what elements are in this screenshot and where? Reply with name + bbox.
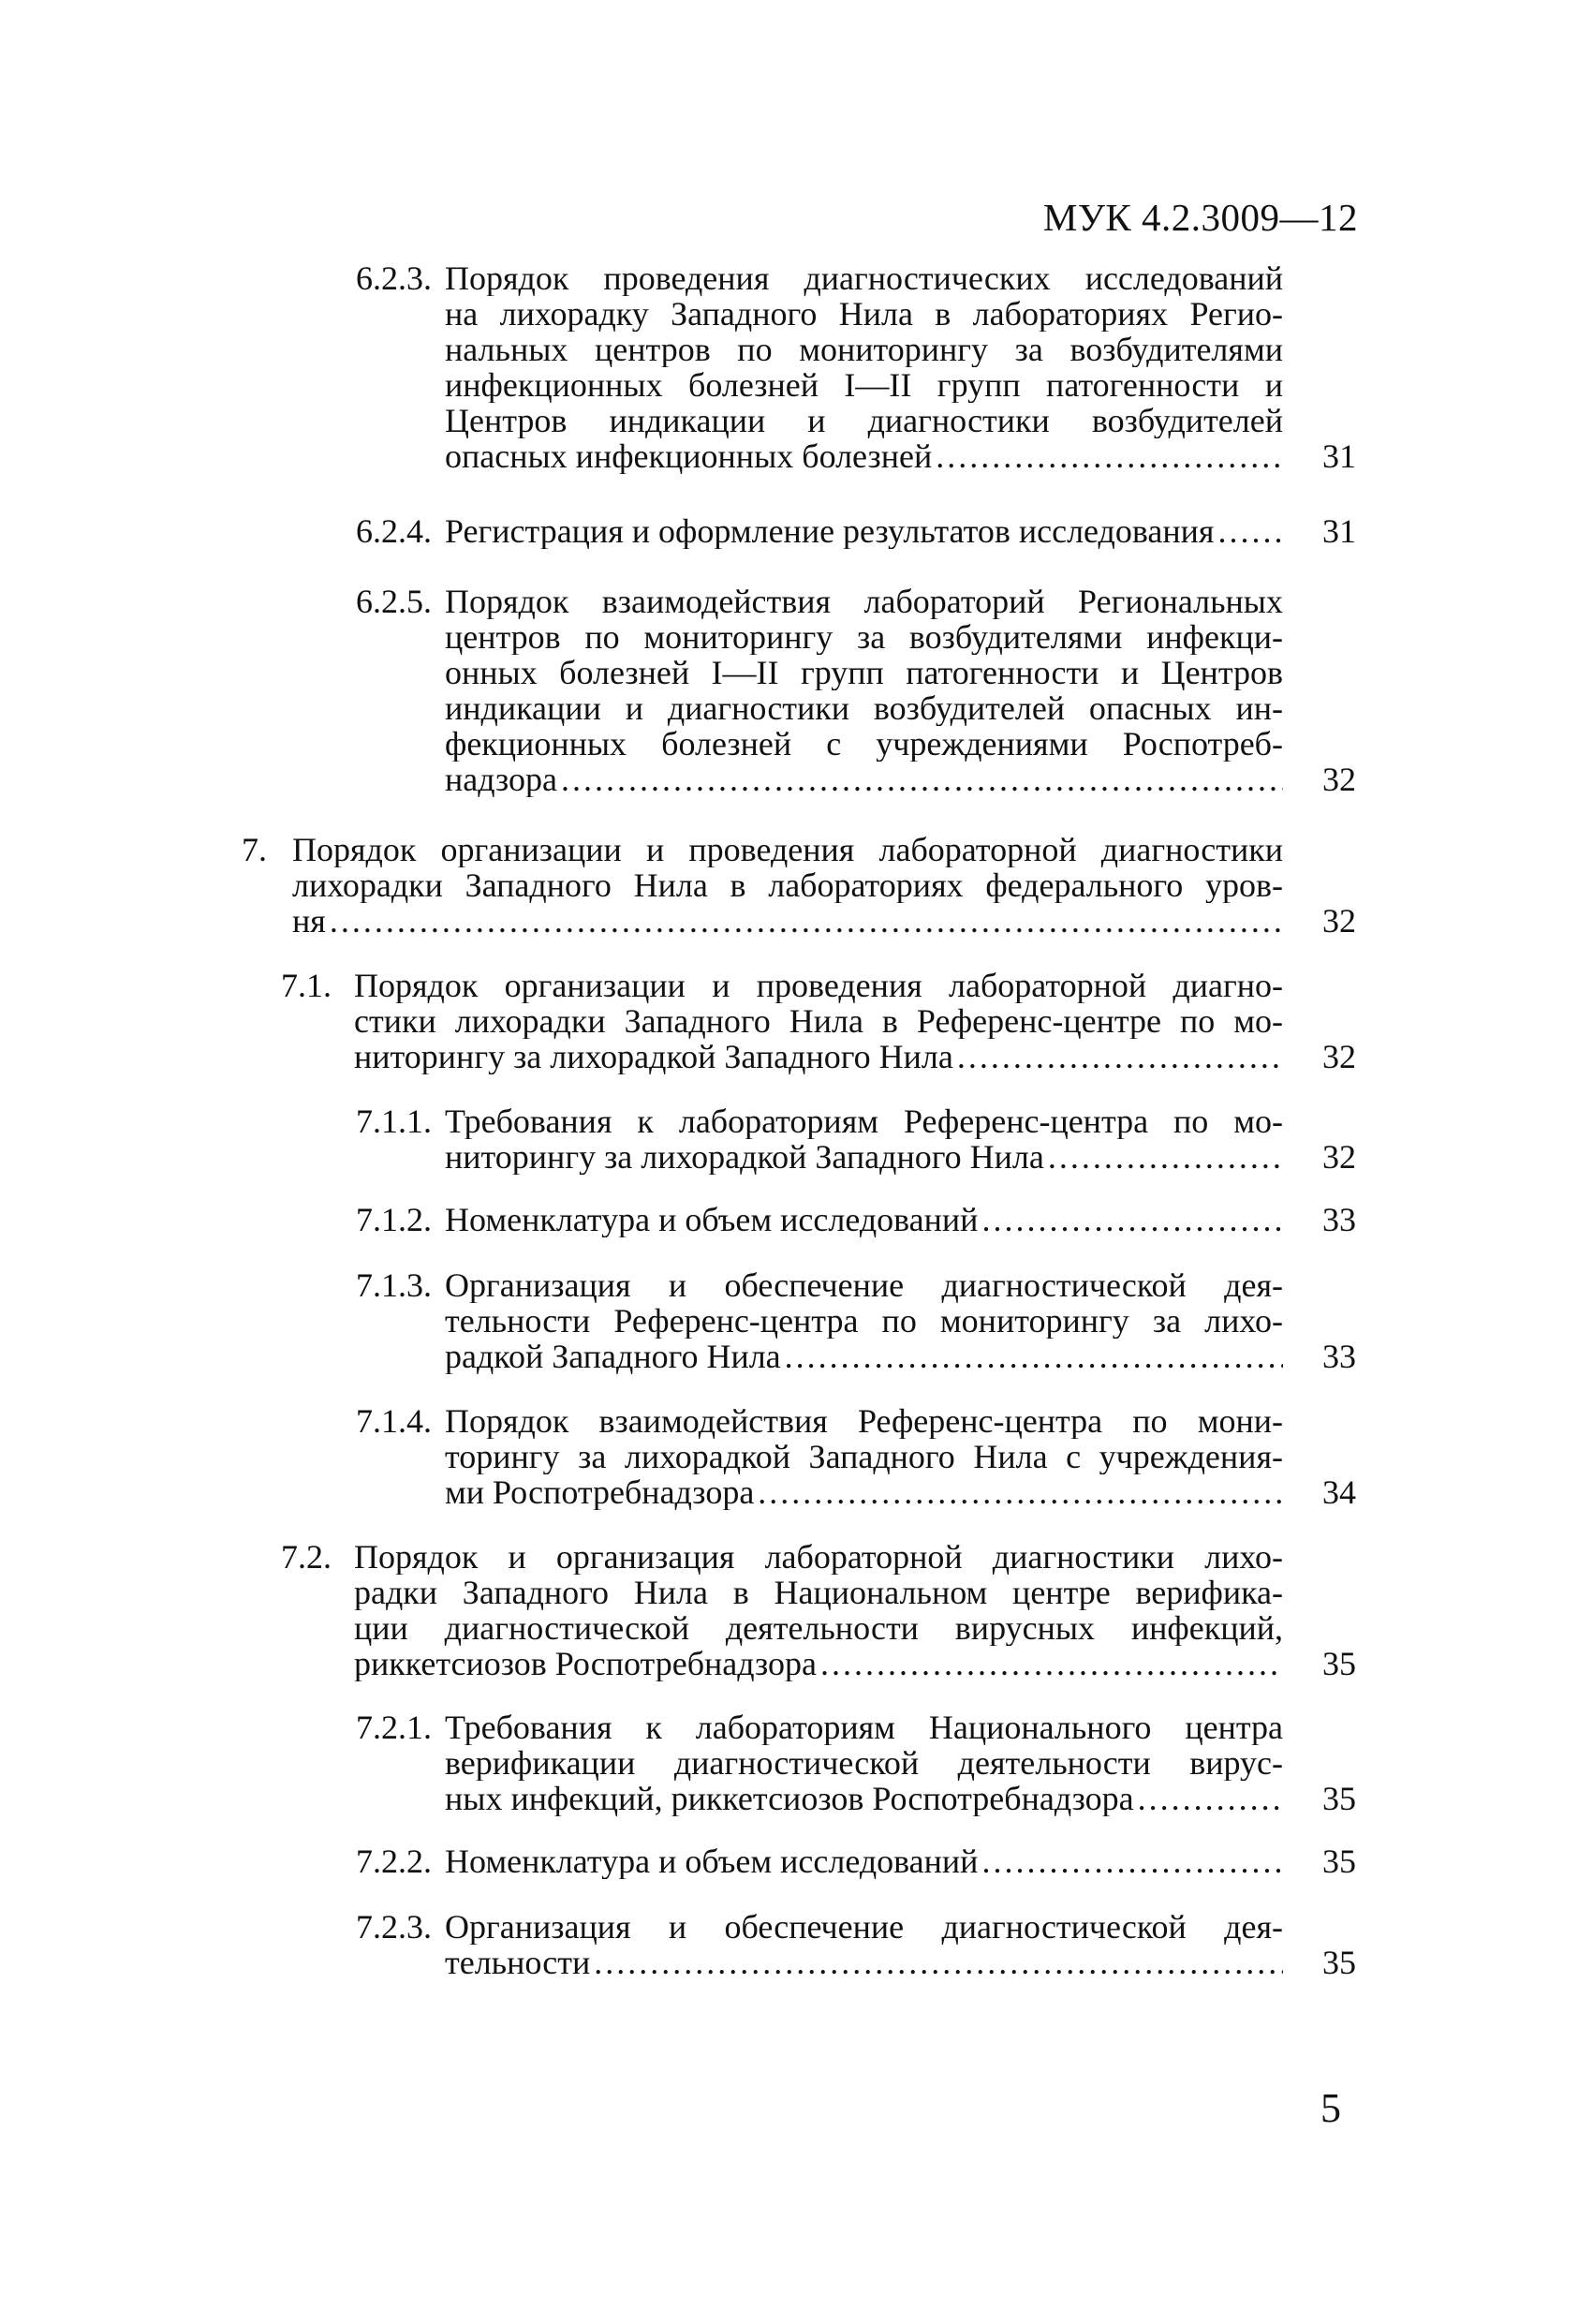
dot-leader <box>820 1646 1283 1681</box>
document-code: МУК 4.2.3009—12 <box>1042 196 1358 239</box>
dot-leader <box>1048 1139 1283 1175</box>
toc-entry-line: Порядок взаимодействия Референс-центра по мони- <box>445 1403 1283 1439</box>
toc-entry-line: Требования к лабораториям Референс-центра по мо- <box>445 1103 1283 1139</box>
toc-entry-page: 35 <box>1322 1645 1356 1682</box>
toc-entry-line: индикации и диагностики возбудителей опасных ин- <box>445 690 1283 726</box>
toc-entry-number: 7.1. <box>281 967 332 1004</box>
toc-entry-last-line <box>445 762 1283 797</box>
toc-entry-title <box>445 513 1283 549</box>
toc-entry-page: 31 <box>1322 512 1356 550</box>
toc-entry-line: ниторингу за лихорадкой Западного Нила <box>445 1139 1044 1175</box>
toc-entry-line: ми Роспотребнадзора <box>445 1474 755 1510</box>
toc-entry-line: Номенклатура и объем исследований <box>445 1202 979 1237</box>
toc-entry-page: 33 <box>1322 1338 1356 1375</box>
toc-entry-line: радкой Западного Нила <box>445 1339 781 1374</box>
toc-entry-line: опасных инфекционных болезней <box>445 438 933 474</box>
toc-entry-line: Организация и обеспечение диагностической дея- <box>445 1909 1283 1945</box>
toc-entry-line: тельности <box>445 1945 591 1980</box>
dot-leader <box>1217 513 1283 549</box>
toc-entry-last-line <box>445 438 1283 474</box>
toc-entry-number: 7.2. <box>281 1538 332 1576</box>
toc-entry-line: Порядок взаимодействия лабораторий Региональных <box>445 584 1283 619</box>
dot-leader <box>981 1843 1283 1879</box>
toc-entry-line: ниторингу за лихорадкой Западного Нила <box>354 1039 953 1074</box>
toc-entry-line: фекционных болезней с учреждениями Роспотреб- <box>445 726 1283 762</box>
toc-entry-last-line <box>354 1039 1283 1074</box>
toc-entry-title <box>292 832 1283 939</box>
toc-entry-number: 7.1.4. <box>356 1402 432 1440</box>
toc-entry-number: 7.1.1. <box>356 1103 432 1140</box>
toc-entry-number: 7. <box>242 831 267 868</box>
toc-entry-line: радки Западного Нила в Национальном центре верифика- <box>354 1575 1283 1610</box>
toc-entry-number: 6.2.5. <box>356 583 432 620</box>
toc-entry-line: Номенклатура и объем исследований <box>445 1843 979 1879</box>
page-number: 5 <box>1320 2085 1341 2131</box>
dot-leader <box>561 762 1283 797</box>
toc-entry-title <box>445 1267 1283 1374</box>
toc-entry-last-line <box>354 1646 1283 1681</box>
toc-entry-last-line <box>445 1202 1283 1237</box>
toc-entry-line: Порядок и организация лабораторной диагностики лихо- <box>354 1539 1283 1575</box>
toc-entry-number: 7.2.3. <box>356 1908 432 1946</box>
toc-entry-page: 32 <box>1322 1038 1356 1075</box>
toc-entry-line: лихорадки Западного Нила в лабораториях федерального уров- <box>292 867 1283 903</box>
toc-entry-line: тельности Референс-центра по мониторингу за лихо- <box>445 1303 1283 1339</box>
dot-leader <box>981 1202 1283 1237</box>
toc-entry-title <box>354 968 1283 1074</box>
toc-entry-line: ня <box>292 903 326 939</box>
toc-entry-line: онных болезней I—II групп патогенности и Центров <box>445 655 1283 690</box>
toc-entry-number: 7.2.1. <box>356 1709 432 1746</box>
toc-entry-title <box>445 1843 1283 1879</box>
toc-entry-line: нальных центров по мониторингу за возбудителями <box>445 332 1283 367</box>
toc-entry-last-line <box>292 903 1283 939</box>
toc-entry-title <box>445 584 1283 797</box>
toc-entry-number: 7.2.2. <box>356 1843 432 1880</box>
toc-entry-line: Регистрация и оформление результатов исследования <box>445 513 1215 549</box>
toc-entry-line: стики лихорадки Западного Нила в Референс-центре по мо- <box>354 1003 1283 1039</box>
toc-entry-number: 7.1.3. <box>356 1266 432 1304</box>
toc-entry-page: 33 <box>1322 1201 1356 1238</box>
toc-entry-page: 35 <box>1322 1843 1356 1880</box>
toc-entry-page: 32 <box>1322 1138 1356 1176</box>
toc-entry-number: 6.2.4. <box>356 512 432 550</box>
toc-entry-line: Порядок проведения диагностических исследований <box>445 260 1283 296</box>
toc-entry-line: надзора <box>445 762 557 797</box>
toc-entry-line: инфекционных болезней I—II групп патогенности и <box>445 367 1283 403</box>
toc-entry-line: на лихорадку Западного Нила в лабораториях Регио- <box>445 296 1283 332</box>
toc-entry-title <box>445 1202 1283 1237</box>
toc-entry-page: 35 <box>1322 1944 1356 1981</box>
toc-entry-last-line <box>445 1339 1283 1374</box>
toc-entry-page: 34 <box>1322 1473 1356 1511</box>
toc-entry-last-line <box>445 1843 1283 1879</box>
toc-entry-page: 32 <box>1322 902 1356 940</box>
toc-entry-title <box>445 1103 1283 1175</box>
dot-leader <box>330 903 1283 939</box>
toc-entry-line: центров по мониторингу за возбудителями инфекци- <box>445 619 1283 655</box>
toc-entry-title <box>445 1403 1283 1510</box>
toc-entry-line: Порядок организации и проведения лабораторной диагностики <box>292 832 1283 867</box>
toc-entry-page: 35 <box>1322 1780 1356 1817</box>
toc-entry-last-line <box>445 1781 1283 1816</box>
toc-entry-line: Организация и обеспечение диагностической дея- <box>445 1267 1283 1303</box>
dot-leader <box>1138 1781 1283 1816</box>
toc-entry-last-line <box>445 1474 1283 1510</box>
toc-entry-title <box>354 1539 1283 1681</box>
dot-leader <box>936 438 1283 474</box>
toc-entry-title <box>445 260 1283 474</box>
toc-entry-page: 32 <box>1322 761 1356 798</box>
toc-entry-last-line <box>445 1945 1283 1980</box>
toc-entry-line: Требования к лабораториям Национального центра <box>445 1710 1283 1745</box>
toc-entry-number: 7.1.2. <box>356 1201 432 1238</box>
toc-entry-last-line <box>445 1139 1283 1175</box>
toc-entry-title <box>445 1909 1283 1980</box>
toc-entry-page: 31 <box>1322 437 1356 475</box>
toc-entry-title <box>445 1710 1283 1816</box>
dot-leader <box>785 1339 1283 1374</box>
toc-entry-line: ных инфекций, риккетсиозов Роспотребнадзора <box>445 1781 1134 1816</box>
dot-leader <box>957 1039 1283 1074</box>
toc-entry-line: Порядок организации и проведения лабораторной диагно- <box>354 968 1283 1003</box>
dot-leader <box>758 1474 1283 1510</box>
toc-entry-line: верификации диагностической деятельности вирус- <box>445 1745 1283 1781</box>
toc-entry-line: торингу за лихорадкой Западного Нила с учреждения- <box>445 1439 1283 1474</box>
toc-entry-line: риккетсиозов Роспотребнадзора <box>354 1646 817 1681</box>
toc-entry-number: 6.2.3. <box>356 259 432 297</box>
toc-entry-line: Центров индикации и диагностики возбудителей <box>445 403 1283 438</box>
toc-entry-last-line <box>445 513 1283 549</box>
dot-leader <box>594 1945 1283 1980</box>
toc-entry-line: ции диагностической деятельности вирусных инфекций, <box>354 1610 1283 1646</box>
